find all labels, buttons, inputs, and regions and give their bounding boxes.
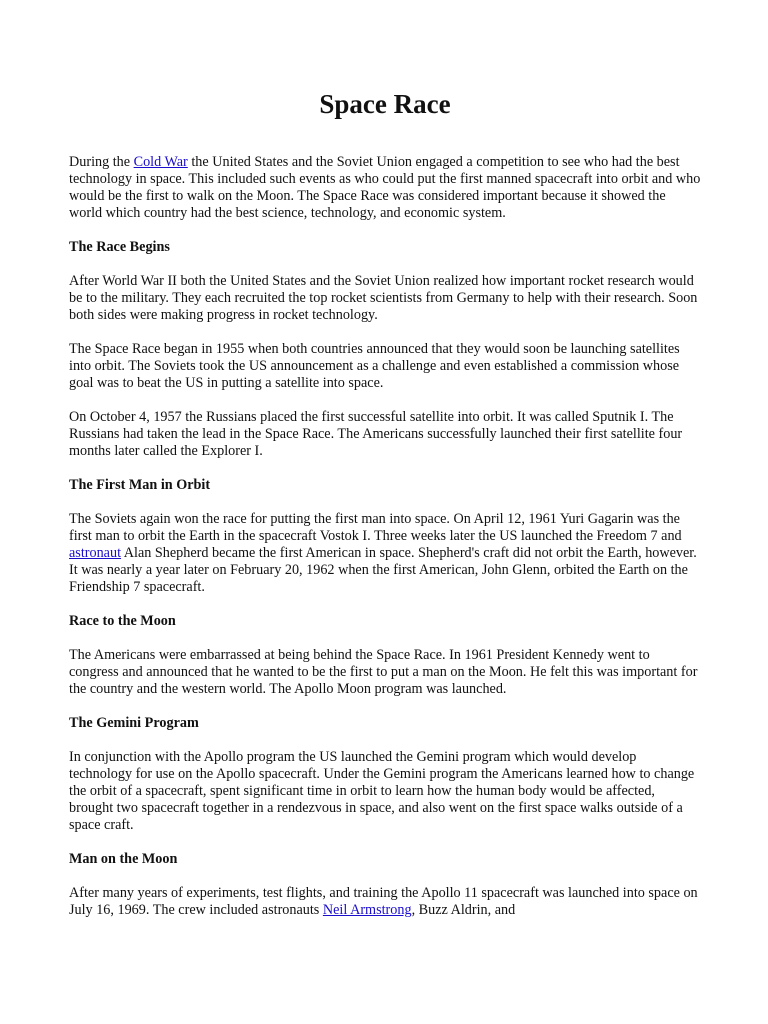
document-page (69, 86, 701, 936)
inline-link[interactable]: Cold War (133, 154, 188, 170)
paragraph-text: The Americans were embarrassed at being behind the Space Race. In 1961 President Kennedy went to congress and announced that he wanted to be the first to put a man on the Moon. He felt this was important for the country and the western world. The Apollo Moon program was launched. (69, 647, 698, 697)
paragraph-text: After many years of experiments, test flights, and training the Apollo 11 spacecraft was launched into space on July 16, 1969. The crew included astronauts (69, 885, 698, 918)
paragraph-text: The Soviets again won the race for putting the first man into space. On April 12, 1961 Yuri Gagarin was the first man to orbit the Earth in the spacecraft Vostok I. Three weeks later the US launched the Freedom 7 and (69, 511, 682, 544)
paragraph (69, 273, 701, 324)
paragraph-text: On October 4, 1957 the Russians placed the first successful satellite into orbit. It was called Sputnik I. The Russians had taken the lead in the Space Race. The Americans successfully launched their first satellite four months later called the Explorer I. (69, 409, 683, 459)
section-heading: The First Man in Orbit (69, 477, 211, 493)
paragraph-text: In conjunction with the Apollo program the US launched the Gemini program which would develop technology for use on the Apollo spacecraft. Under the Gemini program the Americans learned how to change the orbit of a spacecraft, spent significant time in orbit to learn how the human body would be affected, brought two spacecraft together in a rendezvous in space, and also went on the first space walks outside of a space craft. (69, 749, 695, 833)
paragraph (69, 647, 701, 698)
section-heading: The Race Begins (69, 239, 170, 255)
paragraph (69, 749, 701, 834)
paragraph (69, 341, 701, 392)
paragraph (69, 511, 701, 596)
paragraph-text: During the (69, 154, 134, 170)
section-heading: Race to the Moon (69, 613, 176, 629)
section-heading: Man on the Moon (69, 851, 178, 867)
paragraph-text: the United States and the Soviet Union engaged a competition to see who had the best technology in space. This included such events as who could put the first manned spacecraft into orbit and who would be the first to walk on the Moon. The Space Race was considered important because it showed the world which country had the best science, technology, and economic system. (69, 154, 701, 221)
paragraph-text: , Buzz Aldrin, and (411, 902, 516, 918)
document-body (69, 154, 701, 919)
paragraph-text: The Space Race began in 1955 when both countries announced that they would soon be launching satellites into orbit. The Soviets took the US announcement as a challenge and even established a commission whose goal was to beat the US in putting a satellite into space. (69, 341, 680, 391)
paragraph (69, 885, 701, 919)
section-heading: The Gemini Program (69, 715, 199, 731)
paragraph-text: After World War II both the United States and the Soviet Union realized how important rocket research would be to the military. They each recruited the top rocket scientists from Germany to help with their research. Soon both sides were making progress in rocket technology. (69, 273, 698, 323)
paragraph (69, 409, 701, 460)
paragraph (69, 154, 701, 222)
inline-link[interactable]: astronaut (69, 545, 122, 561)
page-title: Space Race (319, 89, 451, 119)
paragraph-text: Alan Shepherd became the first American in space. Shepherd's craft did not orbit the Earth, however. It was nearly a year later on February 20, 1962 when the first American, John Glenn, orbited the Earth on the Friendship 7 spacecraft. (69, 545, 697, 595)
inline-link[interactable]: Neil Armstrong (322, 902, 412, 918)
